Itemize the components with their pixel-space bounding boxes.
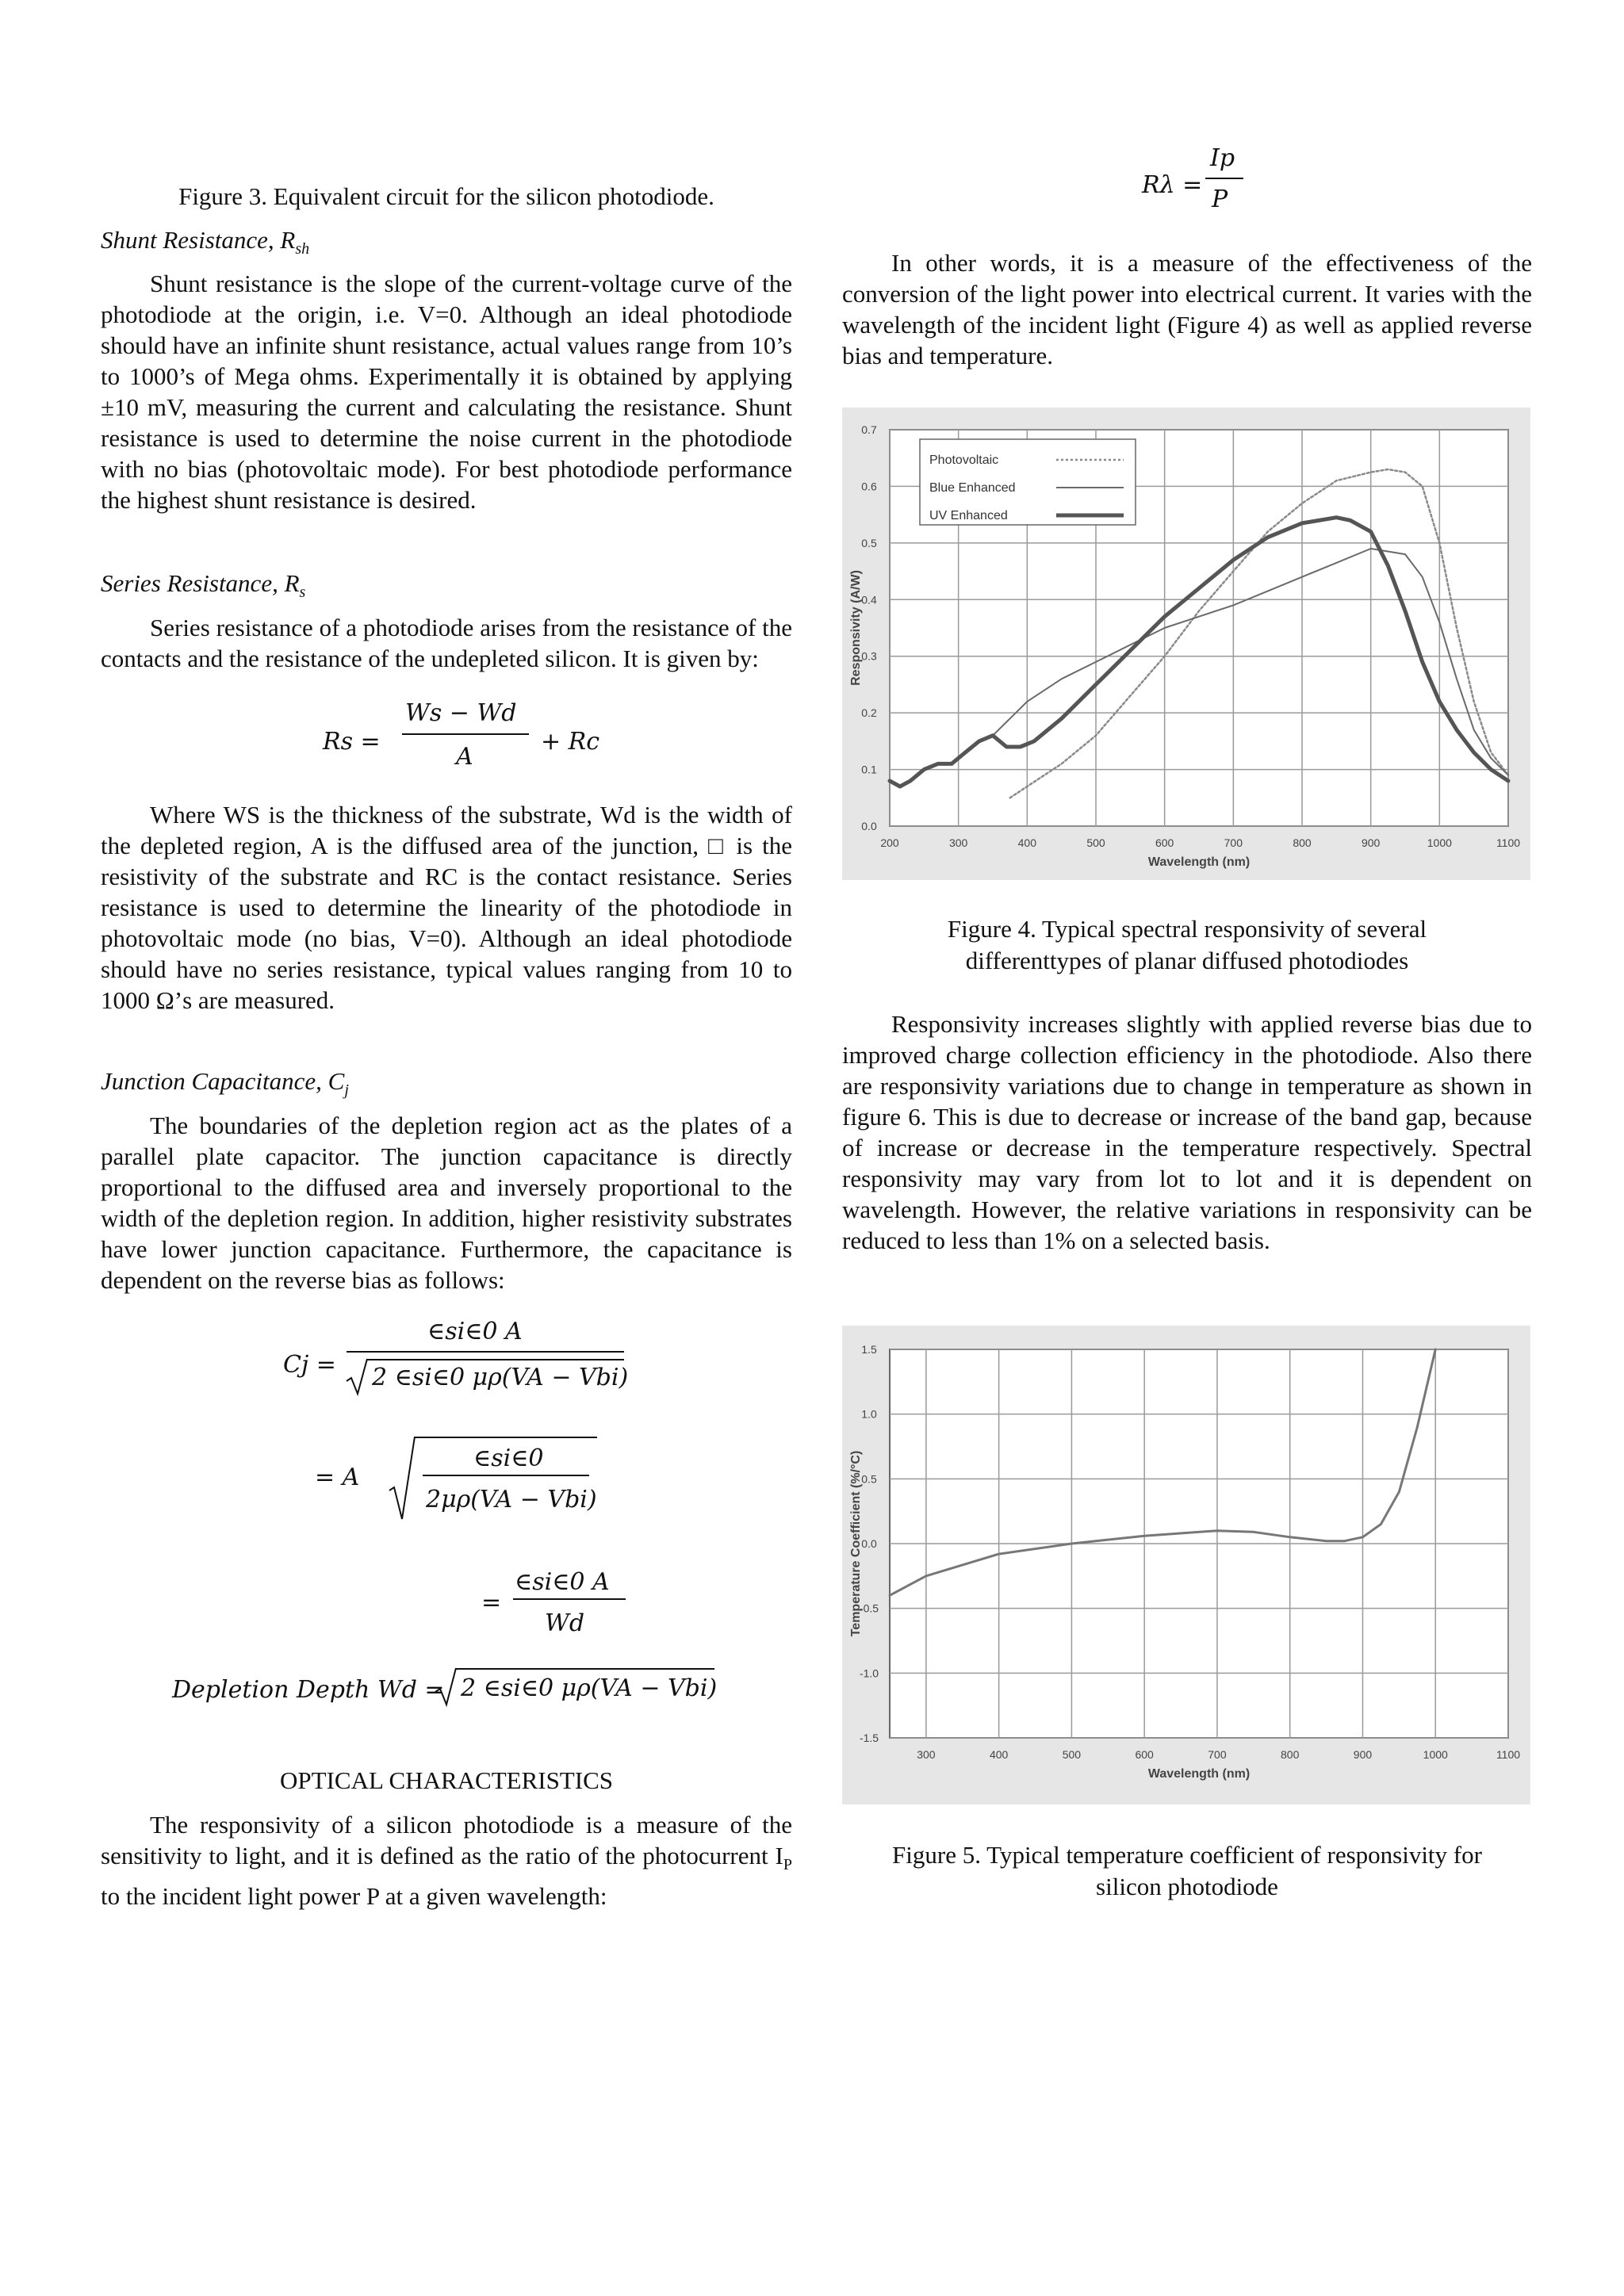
x-tick-label: 1000 <box>1423 1748 1448 1761</box>
depletion-depth-equation <box>172 1663 791 1719</box>
x-tick-label: 800 <box>1293 836 1312 849</box>
r-denominator: P <box>1212 186 1228 213</box>
cj-eq3-fraction-bar <box>513 1598 626 1600</box>
depletion-radicand: 2 ∈si∈0 μρ(VA − Vbi) <box>461 1674 718 1702</box>
depletion-sqrt-sign <box>434 1667 458 1708</box>
responsivity-paragraph: Responsivity increases slightly with applied reverse bias due to improved charge collection efficiency in the photodiode. Also there are responsivity variations due to change in temperature as shown in figure 6. This is due to decrease or increase of the band gap, because of increase or decrease in the temperature respectively. Spectral responsivity may vary from lot to lot and it is dependent on wavelength. However, the relative variations in responsivity can be reduced to less than 1% on a selected basis. <box>842 1010 1532 1254</box>
cj-eq2-radical-bar <box>415 1437 597 1438</box>
cj-eq1-numerator: ∈si∈0 A <box>427 1318 523 1345</box>
y-tick-label: -1.0 <box>859 1667 879 1680</box>
rs-lhs: Rs = <box>323 728 381 756</box>
y-tick-label: 0.1 <box>861 763 877 776</box>
x-tick-label: 700 <box>1224 836 1243 849</box>
y-tick-label: 0.6 <box>861 480 877 493</box>
y-tick-label: -1.5 <box>859 1732 879 1744</box>
r-lhs: Rλ = <box>1142 171 1203 199</box>
x-tick-label: 800 <box>1281 1748 1300 1761</box>
x-tick-label: 1100 <box>1496 1748 1521 1761</box>
shunt-paragraph: Shunt resistance is the slope of the current-voltage curve of the photodiode at the origin, i.e. V=0. Although an ideal photodiode should have an infinite shunt resistance, actual values range from 10’s to 1000’s of Mega ohms. Experimentally it is obtained by applying ±10 mV, measuring the current and calculating the resistance. Shunt resistance is used to determine the noise current in the photodiode with no bias (photovoltaic mode). For best photodiode performance the highest shunt resistance is desired. <box>101 270 792 514</box>
cj-eq1-lhs: Cj = <box>283 1351 336 1379</box>
optical-heading: OPTICAL CHARACTERISTICS <box>280 1766 613 1794</box>
rs-numerator: Ws − Wd <box>405 699 517 727</box>
optical-paragraph: The responsivity of a silicon photodiode is a measure of the sensitivity to light, and it is defined as the ratio of the photocurrent $I_P$ to the incident light power P at a given wavelength: <box>101 1811 792 1911</box>
cj-eq3-numerator: ∈si∈0 A <box>515 1568 610 1596</box>
legend-label: UV Enhanced <box>929 509 1008 522</box>
figure5-svg <box>842 1326 1530 1804</box>
figure5-chart <box>842 1326 1530 1804</box>
figure4-svg <box>842 408 1530 880</box>
y-tick-label: 1.0 <box>861 1407 877 1421</box>
y-tick-label: 0.4 <box>861 593 877 607</box>
figure4-caption-line1: Figure 4. Typical spectral responsivity of several <box>947 915 1427 943</box>
y-axis-label: Responsivity (A/W) <box>849 570 863 686</box>
x-tick-label: 700 <box>1208 1748 1227 1761</box>
y-tick-label: 0.5 <box>861 536 877 549</box>
other-words-paragraph: In other words, it is a measure of the effectiveness of the conversion of the light power into electrical current. It varies with the wavelength of the incident light (Figure 4) as well as applied reverse bias and temperature. <box>842 249 1532 369</box>
rs-fraction-bar <box>402 733 529 735</box>
figure5-caption-line2: silicon photodiode <box>1096 1873 1278 1900</box>
y-tick-label: 1.5 <box>861 1343 877 1356</box>
cj-eq3-lhs: = <box>481 1589 502 1617</box>
responsivity-equation <box>1142 143 1300 222</box>
cj-eq1-denominator: 2 ∈si∈0 μρ(VA − Vbi) <box>372 1364 629 1391</box>
y-tick-label: 0.0 <box>861 1537 877 1550</box>
cj-eq2-denominator: 2μρ(VA − Vbi) <box>426 1486 597 1513</box>
series-heading: Series Resistance, $R_s$ <box>101 569 306 602</box>
depletion-lhs: Depletion Depth Wd = <box>172 1676 445 1704</box>
x-tick-label: 300 <box>948 836 968 849</box>
y-tick-label: 0.0 <box>861 820 877 832</box>
cj-eq2-numerator: ∈si∈0 <box>473 1445 544 1472</box>
y-tick-label: -0.5 <box>859 1601 879 1615</box>
x-tick-label: 600 <box>1155 836 1174 849</box>
cj-eq1-radical-bar <box>367 1359 624 1360</box>
figure4-caption-line2: differenttypes of planar diffused photodiodes <box>965 947 1409 974</box>
rs-denominator: A <box>456 743 473 771</box>
junction-heading: Junction Capacitance, $C_j$ <box>101 1067 349 1100</box>
x-tick-label: 900 <box>1361 836 1381 849</box>
y-tick-label: 0.7 <box>861 423 877 436</box>
r-fraction-bar <box>1205 178 1243 179</box>
x-tick-label: 1000 <box>1427 836 1452 849</box>
y-tick-label: 0.5 <box>861 1472 877 1486</box>
y-axis-label: Temperature Coefficient (%/°C) <box>849 1450 863 1637</box>
x-tick-label: 500 <box>1062 1748 1082 1761</box>
x-tick-label: 200 <box>880 836 899 849</box>
x-tick-label: 300 <box>917 1748 936 1761</box>
r-numerator: Ip <box>1210 144 1235 172</box>
where-paragraph: Where WS is the thickness of the substrate, Wd is the width of the depleted region, A is the diffused area of the junction, □ is the resistivity of the substrate and RC is the contact resistance. Series resistance is used to determine the linearity of the photodiode in photovoltaic mode (no bias, V=0). Although an ideal photodiode should have no series resistance, typical values ranging from 10 to 1000 Ω’s are measured. <box>101 801 792 1014</box>
cj-eq2-lhs: = A <box>315 1464 360 1491</box>
x-tick-label: 500 <box>1086 836 1105 849</box>
figure3-caption: Figure 3. Equivalent circuit for the silicon photodiode. <box>178 182 714 210</box>
series-paragraph: Series resistance of a photodiode arises from the resistance of the contacts and the resistance of the undepleted silicon. It is given by: <box>101 614 792 672</box>
x-tick-label: 400 <box>1017 836 1037 849</box>
x-tick-label: 600 <box>1135 1748 1154 1761</box>
junction-paragraph: The boundaries of the depletion region act as the plates of a parallel plate capacitor. The junction capacitance is directly proportional to the diffused area and inversely proportional to the width of the depletion region. In addition, higher resistivity substrates have lower junction capacitance. Furthermore, the capacitance is dependent on the reverse bias as follows: <box>101 1112 792 1294</box>
y-tick-label: 0.3 <box>861 649 877 663</box>
figure4-chart <box>842 408 1530 880</box>
cj-eq3-denominator: Wd <box>545 1609 585 1637</box>
x-axis-label: Wavelength (nm) <box>1147 855 1251 869</box>
cj-eq1-sqrt-sign <box>345 1357 369 1397</box>
cj-eq2-sqrt-sign <box>388 1435 416 1522</box>
shunt-heading: Shunt Resistance, $R_{sh}$ <box>101 226 310 258</box>
rs-equation <box>323 698 688 777</box>
figure5-caption-line1: Figure 5. Typical temperature coefficient of responsivity for <box>892 1841 1482 1869</box>
y-tick-label: 0.2 <box>861 706 877 720</box>
x-axis-label: Wavelength (nm) <box>1147 1767 1251 1781</box>
x-tick-label: 1100 <box>1496 836 1521 849</box>
depletion-radical-bar <box>456 1668 714 1670</box>
cj-eq2-fraction-bar <box>423 1475 589 1476</box>
rs-tail: + Rc <box>541 728 600 756</box>
x-tick-label: 900 <box>1353 1748 1373 1761</box>
cj-equation-block <box>283 1316 791 1712</box>
legend-label: Blue Enhanced <box>929 481 1016 495</box>
x-tick-label: 400 <box>989 1748 1009 1761</box>
legend-label: Photovoltaic <box>929 453 999 467</box>
cj-eq1-fraction-bar <box>347 1351 624 1353</box>
